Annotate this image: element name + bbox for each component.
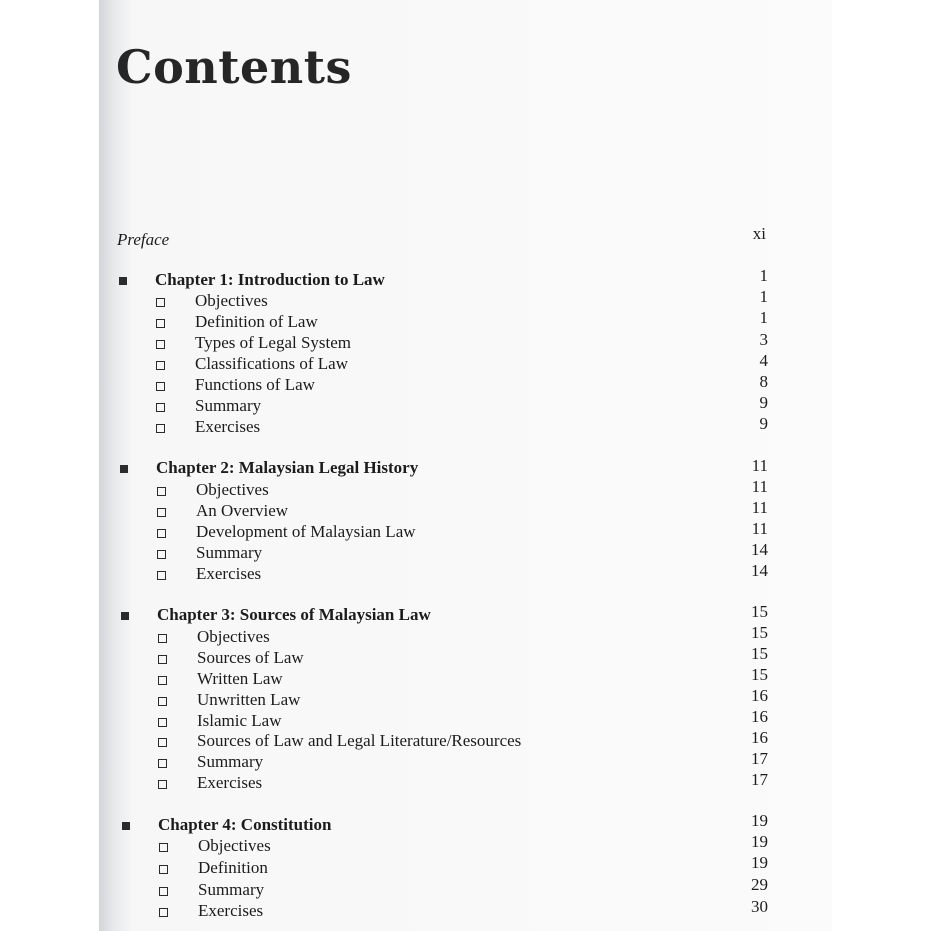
chapter-page-number: 19 — [751, 811, 768, 830]
entry-page-number: 14 — [751, 540, 768, 559]
toc-entry[interactable]: Summary — [196, 543, 263, 562]
entry-page-number: 16 — [751, 707, 768, 726]
chapter-bullet-icon — [121, 612, 129, 620]
chapter-page-number: 15 — [751, 602, 768, 621]
toc-entry[interactable]: Sources of Law — [197, 648, 304, 667]
item-checkbox-icon — [159, 865, 168, 874]
entry-page-number: 15 — [751, 665, 768, 684]
preface-label: Preface — [117, 230, 170, 249]
item-checkbox-icon — [156, 340, 165, 349]
toc-entry[interactable]: Exercises — [198, 901, 264, 920]
item-checkbox-icon — [158, 759, 167, 768]
entry-page-number: 17 — [751, 749, 768, 768]
toc-entry[interactable]: Definition — [198, 858, 268, 877]
toc-entry[interactable]: Objectives — [197, 627, 270, 646]
chapter-page-number: 11 — [751, 456, 768, 475]
entry-page-number: 4 — [759, 351, 768, 370]
toc-entry[interactable]: Unwritten Law — [197, 690, 301, 709]
item-checkbox-icon — [158, 676, 167, 685]
item-checkbox-icon — [157, 550, 166, 559]
entry-page-number: 3 — [759, 330, 768, 349]
toc-entry[interactable]: Summary — [195, 396, 262, 415]
page-title: Contents — [116, 40, 352, 94]
item-checkbox-icon — [158, 634, 167, 643]
item-checkbox-icon — [158, 697, 167, 706]
toc-entry[interactable]: Summary — [198, 880, 265, 899]
item-checkbox-icon — [156, 361, 165, 370]
chapter-page-number: 1 — [759, 266, 768, 285]
item-checkbox-icon — [156, 298, 165, 307]
item-checkbox-icon — [156, 403, 165, 412]
entry-page-number: 15 — [751, 644, 768, 663]
entry-page-number: 30 — [751, 897, 768, 916]
item-checkbox-icon — [159, 908, 168, 917]
entry-page-number: 14 — [751, 561, 768, 580]
entry-page-number: 15 — [751, 623, 768, 642]
toc-entry[interactable]: Development of Malaysian Law — [196, 522, 416, 541]
toc-entry[interactable]: Exercises — [197, 773, 263, 792]
toc-entry[interactable]: Objectives — [196, 480, 269, 499]
toc-entry[interactable]: Written Law — [197, 669, 283, 688]
item-checkbox-icon — [156, 319, 165, 328]
chapter-title[interactable]: Chapter 3: Sources of Malaysian Law — [157, 605, 431, 624]
preface-page-number: xi — [752, 224, 766, 243]
entry-page-number: 11 — [751, 498, 768, 517]
chapter-bullet-icon — [119, 277, 127, 285]
item-checkbox-icon — [157, 571, 166, 580]
toc-entry[interactable]: Definition of Law — [195, 312, 318, 331]
entry-page-number: 16 — [751, 728, 768, 747]
entry-page-number: 19 — [751, 853, 768, 872]
entry-page-number: 1 — [759, 308, 768, 327]
toc-entry[interactable]: Classifications of Law — [195, 354, 348, 373]
item-checkbox-icon — [157, 529, 166, 538]
entry-page-number: 1 — [759, 287, 768, 306]
chapter-bullet-icon — [122, 822, 130, 830]
entry-page-number: 9 — [759, 414, 768, 433]
item-checkbox-icon — [158, 655, 167, 664]
item-checkbox-icon — [158, 738, 167, 747]
toc-entry[interactable]: An Overview — [196, 501, 289, 520]
item-checkbox-icon — [156, 424, 165, 433]
entry-page-number: 11 — [751, 477, 768, 496]
toc-entry[interactable]: Summary — [197, 752, 264, 771]
entry-page-number: 8 — [759, 372, 768, 391]
toc-entry[interactable]: Functions of Law — [195, 375, 315, 394]
item-checkbox-icon — [157, 508, 166, 517]
item-checkbox-icon — [159, 843, 168, 852]
entry-page-number: 9 — [759, 393, 768, 412]
entry-page-number: 29 — [751, 875, 768, 894]
chapter-bullet-icon — [120, 465, 128, 473]
chapter-title[interactable]: Chapter 1: Introduction to Law — [155, 270, 385, 289]
toc-entry[interactable]: Exercises — [195, 417, 261, 436]
chapter-title[interactable]: Chapter 2: Malaysian Legal History — [156, 458, 419, 477]
toc-entry[interactable]: Objectives — [195, 291, 268, 310]
item-checkbox-icon — [159, 887, 168, 896]
toc-entry[interactable]: Objectives — [198, 836, 271, 855]
item-checkbox-icon — [158, 780, 167, 789]
toc-entry[interactable]: Sources of Law and Legal Literature/Resources — [197, 731, 522, 750]
chapter-title[interactable]: Chapter 4: Constitution — [158, 815, 332, 834]
entry-page-number: 19 — [751, 832, 768, 851]
entry-page-number: 16 — [751, 686, 768, 705]
toc-entry[interactable]: Islamic Law — [197, 711, 282, 730]
entry-page-number: 17 — [751, 770, 768, 789]
entry-page-number: 11 — [751, 519, 768, 538]
toc-entry[interactable]: Types of Legal System — [195, 333, 352, 352]
toc-entry[interactable]: Exercises — [196, 564, 262, 583]
item-checkbox-icon — [157, 487, 166, 496]
item-checkbox-icon — [158, 718, 167, 727]
item-checkbox-icon — [156, 382, 165, 391]
